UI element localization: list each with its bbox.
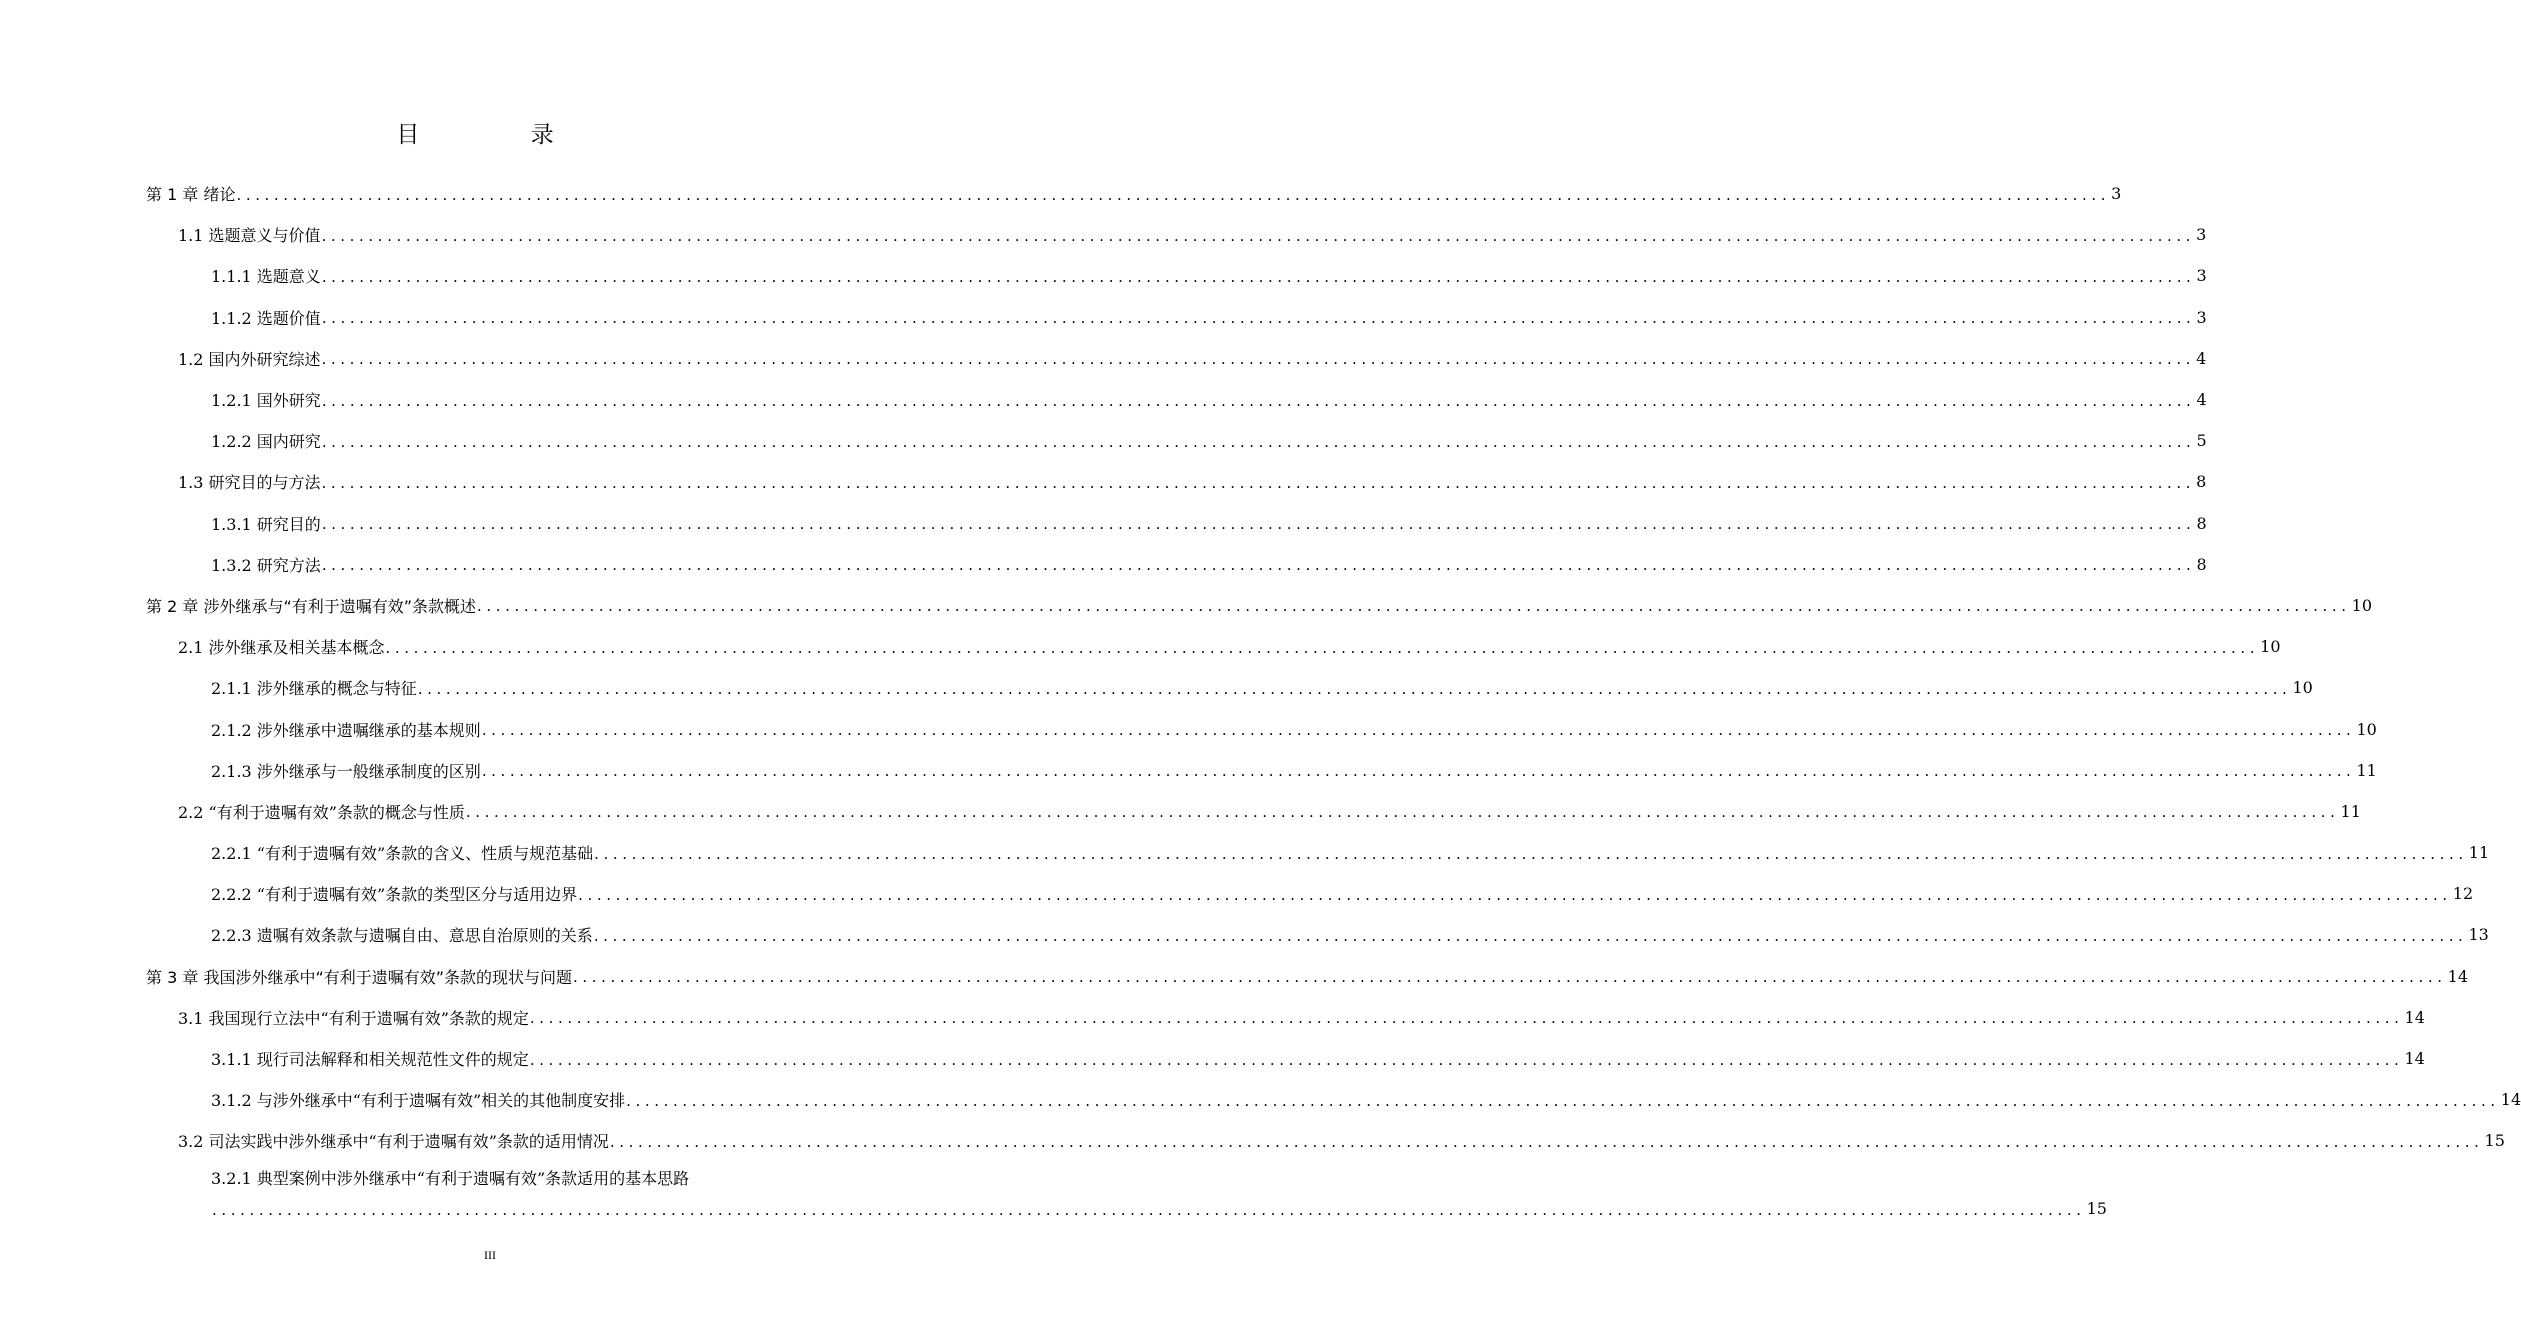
toc-entry-label: 3.1.2 与涉外继承中“有利于遗嘱有效”相关的其他制度安排: [211, 1091, 626, 1111]
toc-entry[interactable]: [0, 585, 2373, 626]
toc-entry-page: 3: [2196, 307, 2207, 327]
toc-leader-dots: ........................................................................................................................................................................................................: [529, 1050, 2404, 1069]
toc-entry[interactable]: [0, 173, 2122, 214]
toc-entry-label: 3.2 司法实践中涉外继承中“有利于遗嘱有效”条款的适用情况: [178, 1132, 609, 1152]
toc-entry-label: 1.2.2 国内研究: [211, 432, 321, 452]
toc-entry-page: 4: [2196, 348, 2207, 368]
toc-entry-label: 第 1 章 绪论: [146, 185, 236, 205]
toc-leader-dots: ........................................................................................................................................................................................................: [477, 597, 2351, 616]
toc-entry-page: 3: [2111, 184, 2122, 204]
toc-entry-label: 2.2.3 遗嘱有效条款与遗嘱自由、意思自治原则的关系: [211, 926, 593, 946]
toc-entry[interactable]: [0, 1120, 2505, 1161]
toc-entry[interactable]: [0, 956, 2469, 997]
toc-leader-dots: ........................................................................................................................................................................................................: [321, 226, 2196, 245]
toc-entry[interactable]: [0, 214, 2207, 255]
toc-entry[interactable]: [0, 997, 2425, 1038]
page-footer-number: III: [484, 1248, 496, 1262]
toc-entry-page: 15: [2484, 1131, 2505, 1151]
toc-entry-page: 14: [2404, 1007, 2425, 1027]
toc-entry-page: 12: [2452, 884, 2474, 904]
toc-entry[interactable]: [0, 544, 2207, 585]
toc-entry-label: 1.3 研究目的与方法: [178, 473, 321, 493]
toc-entry[interactable]: [0, 832, 2490, 873]
toc-entry[interactable]: [0, 914, 2489, 955]
toc-entry-label: 1.1.1 选题意义: [211, 267, 321, 287]
toc-leader-dots: ........................................................................................................................................................................................................: [321, 556, 2196, 575]
toc-entry[interactable]: [0, 626, 2281, 667]
toc-leader-dots: ........................................................................................................................................................................................................: [321, 432, 2196, 451]
toc-entry-page: 10: [2260, 637, 2281, 657]
toc-entry[interactable]: [0, 297, 2207, 338]
toc-leader-dots: ........................................................................................................................................................................................................: [321, 473, 2196, 492]
toc-entry[interactable]: [0, 750, 2377, 791]
toc-entry[interactable]: [0, 255, 2207, 296]
toc-list: [0, 173, 2521, 1224]
toc-entry-page: 11: [2356, 760, 2377, 780]
toc-leader-dots: ........................................................................................................................................................................................................: [481, 762, 2356, 781]
toc-entry-label: 1.3.2 研究方法: [211, 555, 321, 575]
toc-entry[interactable]: [0, 873, 2474, 914]
toc-leader-dots: ........................................................................................................................................................................................................: [321, 350, 2196, 369]
toc-leader-dots: ........................................................................................................................................................................................................: [481, 721, 2356, 740]
toc-entry-label: 2.2.2 “有利于遗嘱有效”条款的类型区分与适用边界: [211, 885, 578, 905]
toc-leader-dots: ........................................................................................................................................................................................................: [321, 515, 2196, 534]
toc-leader-dots: ........................................................................................................................................................................................................: [417, 679, 2292, 698]
toc-entry-label: 2.1.3 涉外继承与一般继承制度的区别: [211, 761, 481, 781]
toc-entry-wrapped[interactable]: [0, 1162, 950, 1194]
toc-entry-label: 2.1.2 涉外继承中遗嘱继承的基本规则: [211, 720, 481, 740]
toc-entry[interactable]: [0, 791, 2361, 832]
toc-leader-dots: ........................................................................................................................................................................................................: [465, 803, 2340, 822]
toc-leader-dots: ........................................................................................................................................................................................................: [321, 391, 2196, 410]
toc-entry-label: 1.2 国内外研究综述: [178, 349, 321, 369]
toc-entry-label: 2.1 涉外继承及相关基本概念: [178, 638, 385, 658]
toc-entry[interactable]: [0, 379, 2207, 420]
toc-entry[interactable]: [0, 338, 2207, 379]
toc-leader-dots: ........................................................................................................................................................................................................: [529, 1009, 2404, 1028]
toc-entry-page: 8: [2196, 554, 2207, 574]
toc-entry-label: 2.2 “有利于遗嘱有效”条款的概念与性质: [178, 802, 465, 822]
toc-entry[interactable]: [0, 420, 2207, 461]
toc-entry[interactable]: [0, 461, 2207, 502]
toc-entry[interactable]: [0, 503, 2207, 544]
toc-leader-dots: ........................................................................................................................................................................................................: [321, 267, 2196, 286]
toc-entry-label: 3.1 我国现行立法中“有利于遗嘱有效”条款的规定: [178, 1008, 529, 1028]
toc-entry-label: 3.1.1 现行司法解释和相关规范性文件的规定: [211, 1050, 529, 1070]
toc-entry-page: 8: [2196, 472, 2207, 492]
toc-entry-page: 14: [2404, 1049, 2425, 1069]
toc-entry-page: 5: [2196, 431, 2207, 451]
toc-entry-page: 3: [2196, 266, 2207, 286]
toc-entry-page: 15: [2086, 1199, 2107, 1218]
toc-entry[interactable]: [0, 1079, 2521, 1120]
toc-entry-page: 14: [2447, 966, 2469, 986]
toc-entry-page: 8: [2196, 513, 2207, 533]
toc-entry-label: 第 3 章 我国涉外继承中“有利于遗嘱有效”条款的现状与问题: [146, 967, 573, 987]
toc-entry-label: 2.2.1 “有利于遗嘱有效”条款的含义、性质与规范基础: [211, 844, 594, 864]
toc-leader-dots: ........................................................................................................................................................................................................: [594, 844, 2468, 863]
toc-entry-label: 1.1.2 选题价值: [211, 308, 321, 328]
toc-entry-page: 10: [2292, 678, 2313, 698]
toc-entry-page: 13: [2468, 925, 2489, 945]
toc-entry[interactable]: [0, 1038, 2425, 1079]
toc-entry-label: 第 2 章 涉外继承与“有利于遗嘱有效”条款概述: [146, 596, 477, 616]
toc-leader-dots: ........................................................................................................................................................................................................: [212, 1200, 2086, 1219]
toc-entry-label: 1.3.1 研究目的: [211, 514, 321, 534]
toc-leader-dots: ........................................................................................................................................................................................................: [609, 1132, 2484, 1151]
toc-entry-page: 4: [2196, 390, 2207, 410]
toc-entry-label: 1.1 选题意义与价值: [178, 226, 321, 246]
toc-entry-page: 10: [2351, 595, 2373, 615]
toc-leader-dots: ........................................................................................................................................................................................................: [578, 885, 2452, 904]
toc-leader-dots: ........................................................................................................................................................................................................: [385, 638, 2260, 657]
toc-entry-page: 11: [2340, 801, 2361, 821]
toc-entry-wrapped-continuation[interactable]: [0, 1194, 2107, 1224]
toc-leader-dots: ........................................................................................................................................................................................................: [593, 926, 2468, 945]
toc-leader-dots: ........................................................................................................................................................................................................: [573, 968, 2447, 987]
toc-entry-label: 3.2.1 典型案例中涉外继承中“有利于遗嘱有效”条款适用的基本思路: [211, 1169, 690, 1188]
toc-entry[interactable]: [0, 708, 2377, 749]
toc-entry-page: 11: [2468, 843, 2490, 863]
toc-entry-page: 14: [2500, 1090, 2521, 1110]
toc-leader-dots: ........................................................................................................................................................................................................: [626, 1091, 2500, 1110]
toc-entry[interactable]: [0, 667, 2313, 708]
toc-leader-dots: ........................................................................................................................................................................................................: [321, 309, 2196, 328]
toc-entry-label: 2.1.1 涉外继承的概念与特征: [211, 679, 417, 699]
toc-entry-label: 1.2.1 国外研究: [211, 391, 321, 411]
toc-leader-dots: ........................................................................................................................................................................................................: [236, 185, 2111, 204]
toc-title: 目 录: [396, 122, 606, 148]
toc-entry-page: 10: [2356, 719, 2377, 739]
toc-entry-page: 3: [2196, 225, 2207, 245]
